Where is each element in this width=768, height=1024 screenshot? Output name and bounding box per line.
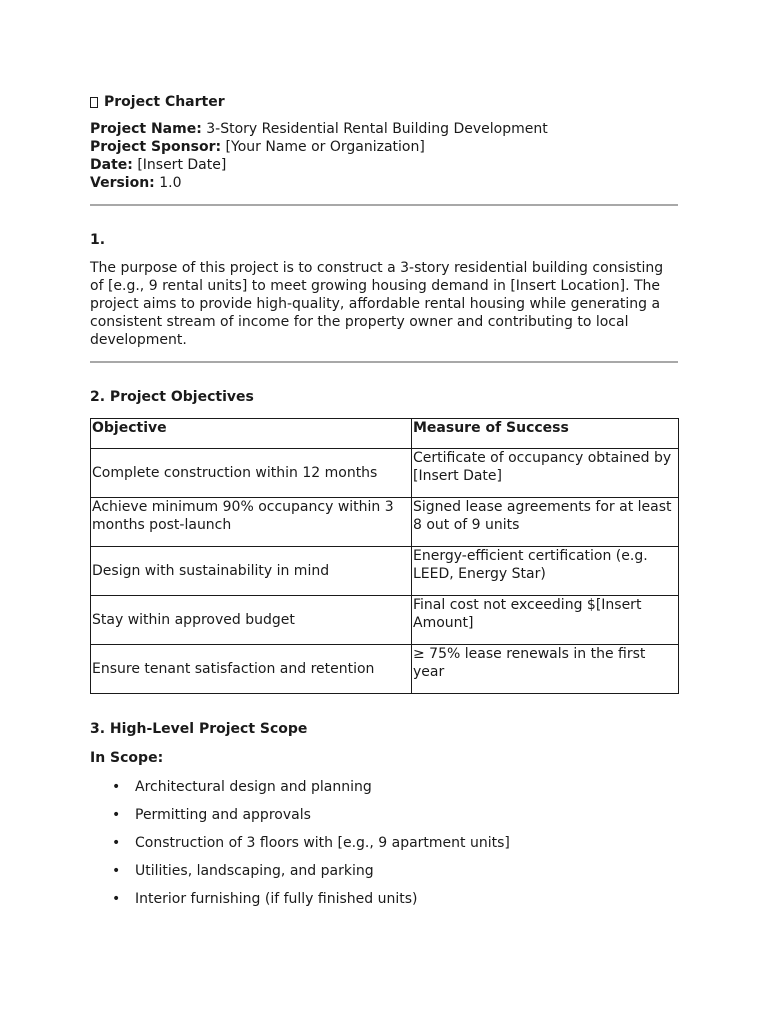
divider-2 <box>90 361 678 363</box>
date-line <box>90 156 678 174</box>
measure-cell: Certificate of occupancy obtained by [Insert Date] <box>412 449 679 498</box>
column-header-measure: Measure of Success <box>412 419 679 449</box>
document-content <box>90 90 678 918</box>
measure-cell: Final cost not exceeding $[Insert Amount] <box>412 596 679 645</box>
in-scope-list <box>90 778 678 918</box>
bullet-icon: • <box>112 779 121 795</box>
project-sponsor-line <box>90 138 678 156</box>
objective-cell: Complete construction within 12 months <box>91 449 412 498</box>
list-item <box>90 890 678 918</box>
section-3-heading: 3. High-Level Project Scope <box>90 721 308 737</box>
missing-glyph-icon <box>90 97 98 108</box>
objectives-table <box>90 418 679 694</box>
section-1-heading: 1. <box>90 232 106 248</box>
measure-cell: ≥ 75% lease renewals in the first year <box>412 645 679 694</box>
measure-cell: Signed lease agreements for at least 8 out of 9 units <box>412 498 679 547</box>
column-header-objective: Objective <box>91 419 412 449</box>
table-row <box>91 498 679 547</box>
list-item-text: Interior furnishing (if fully finished units) <box>135 891 418 907</box>
table-header-row <box>91 419 679 449</box>
project-name-value: 3-Story Residential Rental Building Development <box>206 121 548 137</box>
section-1-paragraph: The purpose of this project is to construct a 3-story residential building consisting of [e.g., 9 rental units] to meet growing housing demand in [Insert Location]. The project aims to provide high-quality, affordable rental housing while generating a consistent stream of income for the property owner and contributing to local development. <box>90 260 664 348</box>
list-item-text: Construction of 3 floors with [e.g., 9 apartment units] <box>135 835 510 851</box>
list-item <box>90 778 678 806</box>
list-item-text: Permitting and approvals <box>135 807 311 823</box>
objective-cell: Design with sustainability in mind <box>91 547 412 596</box>
bullet-icon: • <box>112 835 121 851</box>
list-item-text: Utilities, landscaping, and parking <box>135 863 374 879</box>
list-item <box>90 862 678 890</box>
date-value: [Insert Date] <box>137 157 227 173</box>
objective-cell: Ensure tenant satisfaction and retention <box>91 645 412 694</box>
in-scope-label: In Scope: <box>90 750 164 766</box>
list-item <box>90 834 678 862</box>
project-name-label: Project Name: <box>90 121 202 137</box>
version-label: Version: <box>90 175 155 191</box>
bullet-icon: • <box>112 863 121 879</box>
bullet-icon: • <box>112 891 121 907</box>
table-row <box>91 645 679 694</box>
table-row <box>91 596 679 645</box>
measure-cell: Energy-efficient certification (e.g. LEED, Energy Star) <box>412 547 679 596</box>
section-2-heading: 2. Project Objectives <box>90 389 254 405</box>
document-title <box>90 92 678 112</box>
list-item-text: Architectural design and planning <box>135 779 372 795</box>
table-row <box>91 547 679 596</box>
bullet-icon: • <box>112 807 121 823</box>
divider-1 <box>90 204 678 206</box>
version-value: 1.0 <box>159 175 182 191</box>
objective-cell: Achieve minimum 90% occupancy within 3 months post-launch <box>91 498 412 547</box>
list-item <box>90 806 678 834</box>
project-sponsor-value: [Your Name or Organization] <box>225 139 425 155</box>
version-line <box>90 174 678 192</box>
project-name-line <box>90 120 678 138</box>
date-label: Date: <box>90 157 133 173</box>
document-title-text: Project Charter <box>104 94 225 110</box>
objective-cell: Stay within approved budget <box>91 596 412 645</box>
table-row <box>91 449 679 498</box>
project-sponsor-label: Project Sponsor: <box>90 139 222 155</box>
